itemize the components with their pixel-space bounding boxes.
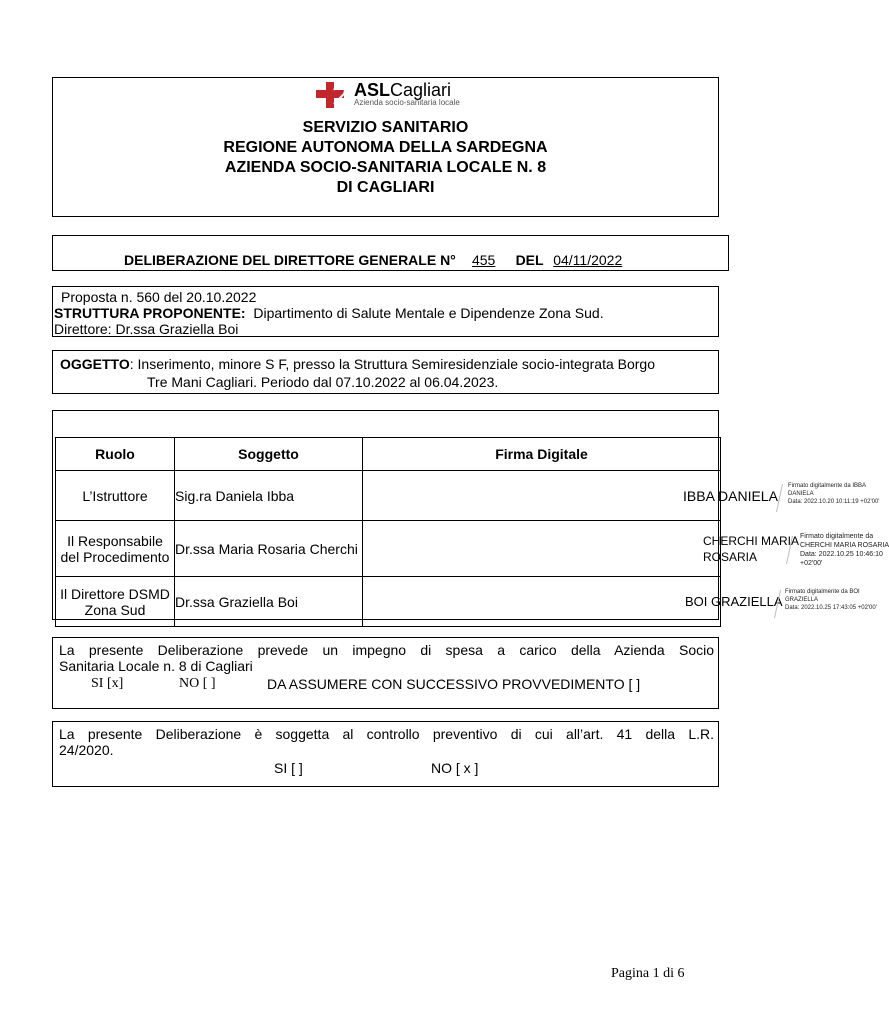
asl-cross-logo-icon <box>314 80 354 110</box>
logo-subtitle: Azienda socio-sanitaria locale <box>354 98 460 107</box>
controllo-box <box>52 721 719 787</box>
table-row <box>56 521 721 577</box>
signature-detail-2: DANIELA <box>788 490 814 497</box>
header-line-1: SERVIZIO SANITARIO <box>302 119 469 136</box>
page-number: Pagina 1 di 6 <box>611 966 685 981</box>
signature-name-2: ROSARIA <box>703 549 758 564</box>
table-row <box>56 577 721 627</box>
ruolo-cell: L’Istruttore <box>56 471 175 521</box>
impegno-line-2: Sanitaria Locale n. 8 di Cagliari <box>59 658 253 674</box>
firma-cell <box>363 521 889 577</box>
proposta-box <box>52 286 719 337</box>
signature-detail-1: Firmato digitalmente da BOI <box>785 588 860 595</box>
header-line-3: AZIENDA SOCIO-SANITARIA LOCALE N. 8 <box>224 159 547 176</box>
proposta-number: Proposta n. 560 del 20.10.2022 <box>61 289 257 305</box>
signature-name: CHERCHI MARIA <box>703 533 800 548</box>
oggetto-line-2: Tre Mani Cagliari. Periodo dal 07.10.2022 al 06.04.2023. <box>147 374 499 390</box>
firma-cell <box>363 577 877 627</box>
signature-detail-4: +02'00' <box>800 559 823 567</box>
logo-brand: ASLCagliari <box>354 80 452 100</box>
impegno-no: NO [ ] <box>179 676 216 691</box>
controllo-line-2: 24/2020. <box>59 742 114 758</box>
direttore: Direttore: Dr.ssa Graziella Boi <box>54 321 239 337</box>
impegno-box <box>52 637 719 709</box>
impegno-si: SI [x] <box>91 676 124 691</box>
header-firma-digitale: Firma Digitale <box>363 438 721 471</box>
signature-detail-3: Data: 2022.10.25 17:43:05 +02'00' <box>785 604 877 611</box>
struttura-proponente: STRUTTURA PROPONENTE: Dipartimento di Salute Mentale e Dipendenze Zona Sud. <box>54 305 604 321</box>
controllo-si: SI [ ] <box>274 760 303 776</box>
impegno-assumere: DA ASSUMERE CON SUCCESSIVO PROVVEDIMENTO [ ] <box>267 676 641 692</box>
soggetto-cell: Dr.ssa Maria Rosaria Cherchi <box>175 521 363 577</box>
signature-detail-3: Data: 2022.10.20 10:11:19 +02'00' <box>788 498 880 505</box>
signature-name: BOI GRAZIELLA <box>685 593 783 609</box>
soggetto-cell: Sig.ra Daniela Ibba <box>175 471 363 521</box>
header-soggetto: Soggetto <box>175 438 363 471</box>
ruolo-cell: Il Direttore DSMD Zona Sud <box>56 577 175 627</box>
signature-detail-3: Data: 2022.10.25 10:46:10 <box>800 550 883 558</box>
header-line-4: DI CAGLIARI <box>336 179 435 196</box>
oggetto-line-1: OGGETTO: Inserimento, minore S F, presso la Struttura Semiresidenziale socio-integrata Borgo <box>60 356 655 372</box>
table-row <box>56 471 721 521</box>
signature-detail-1: Firmato digitalmente da <box>800 532 874 540</box>
deliberazione-number: 455 <box>471 252 496 268</box>
controllo-no: NO [ x ] <box>431 760 479 776</box>
ruolo-cell: Il Responsabile del Procedimento <box>56 521 175 577</box>
firma-cell <box>363 471 880 521</box>
deliberazione-title: DELIBERAZIONE DEL DIRETTORE GENERALE N° 455 DEL 04/11/2022 <box>124 252 633 268</box>
signature-detail-1: Firmato digitalmente da IBBA <box>788 482 867 489</box>
oggetto-box <box>52 350 719 394</box>
header-line-2: REGIONE AUTONOMA DELLA SARDEGNA <box>223 139 548 156</box>
soggetto-cell: Dr.ssa Graziella Boi <box>175 577 363 627</box>
firma-table <box>55 437 889 627</box>
header-ruolo: Ruolo <box>56 438 175 471</box>
controllo-line-1: La presente Deliberazione è soggetta al controllo preventivo di cui all’art. 41 della L.R. <box>59 726 714 742</box>
impegno-line-1: La presente Deliberazione prevede un impegno di spesa a carico della Azienda Socio <box>59 642 714 658</box>
signature-detail-2: GRAZIELLA <box>785 596 819 603</box>
signature-detail-2: CHERCHI MARIA ROSARIA <box>800 541 889 549</box>
signature-name: IBBA DANIELA <box>683 487 778 504</box>
deliberazione-date: 04/11/2022 <box>553 252 623 268</box>
